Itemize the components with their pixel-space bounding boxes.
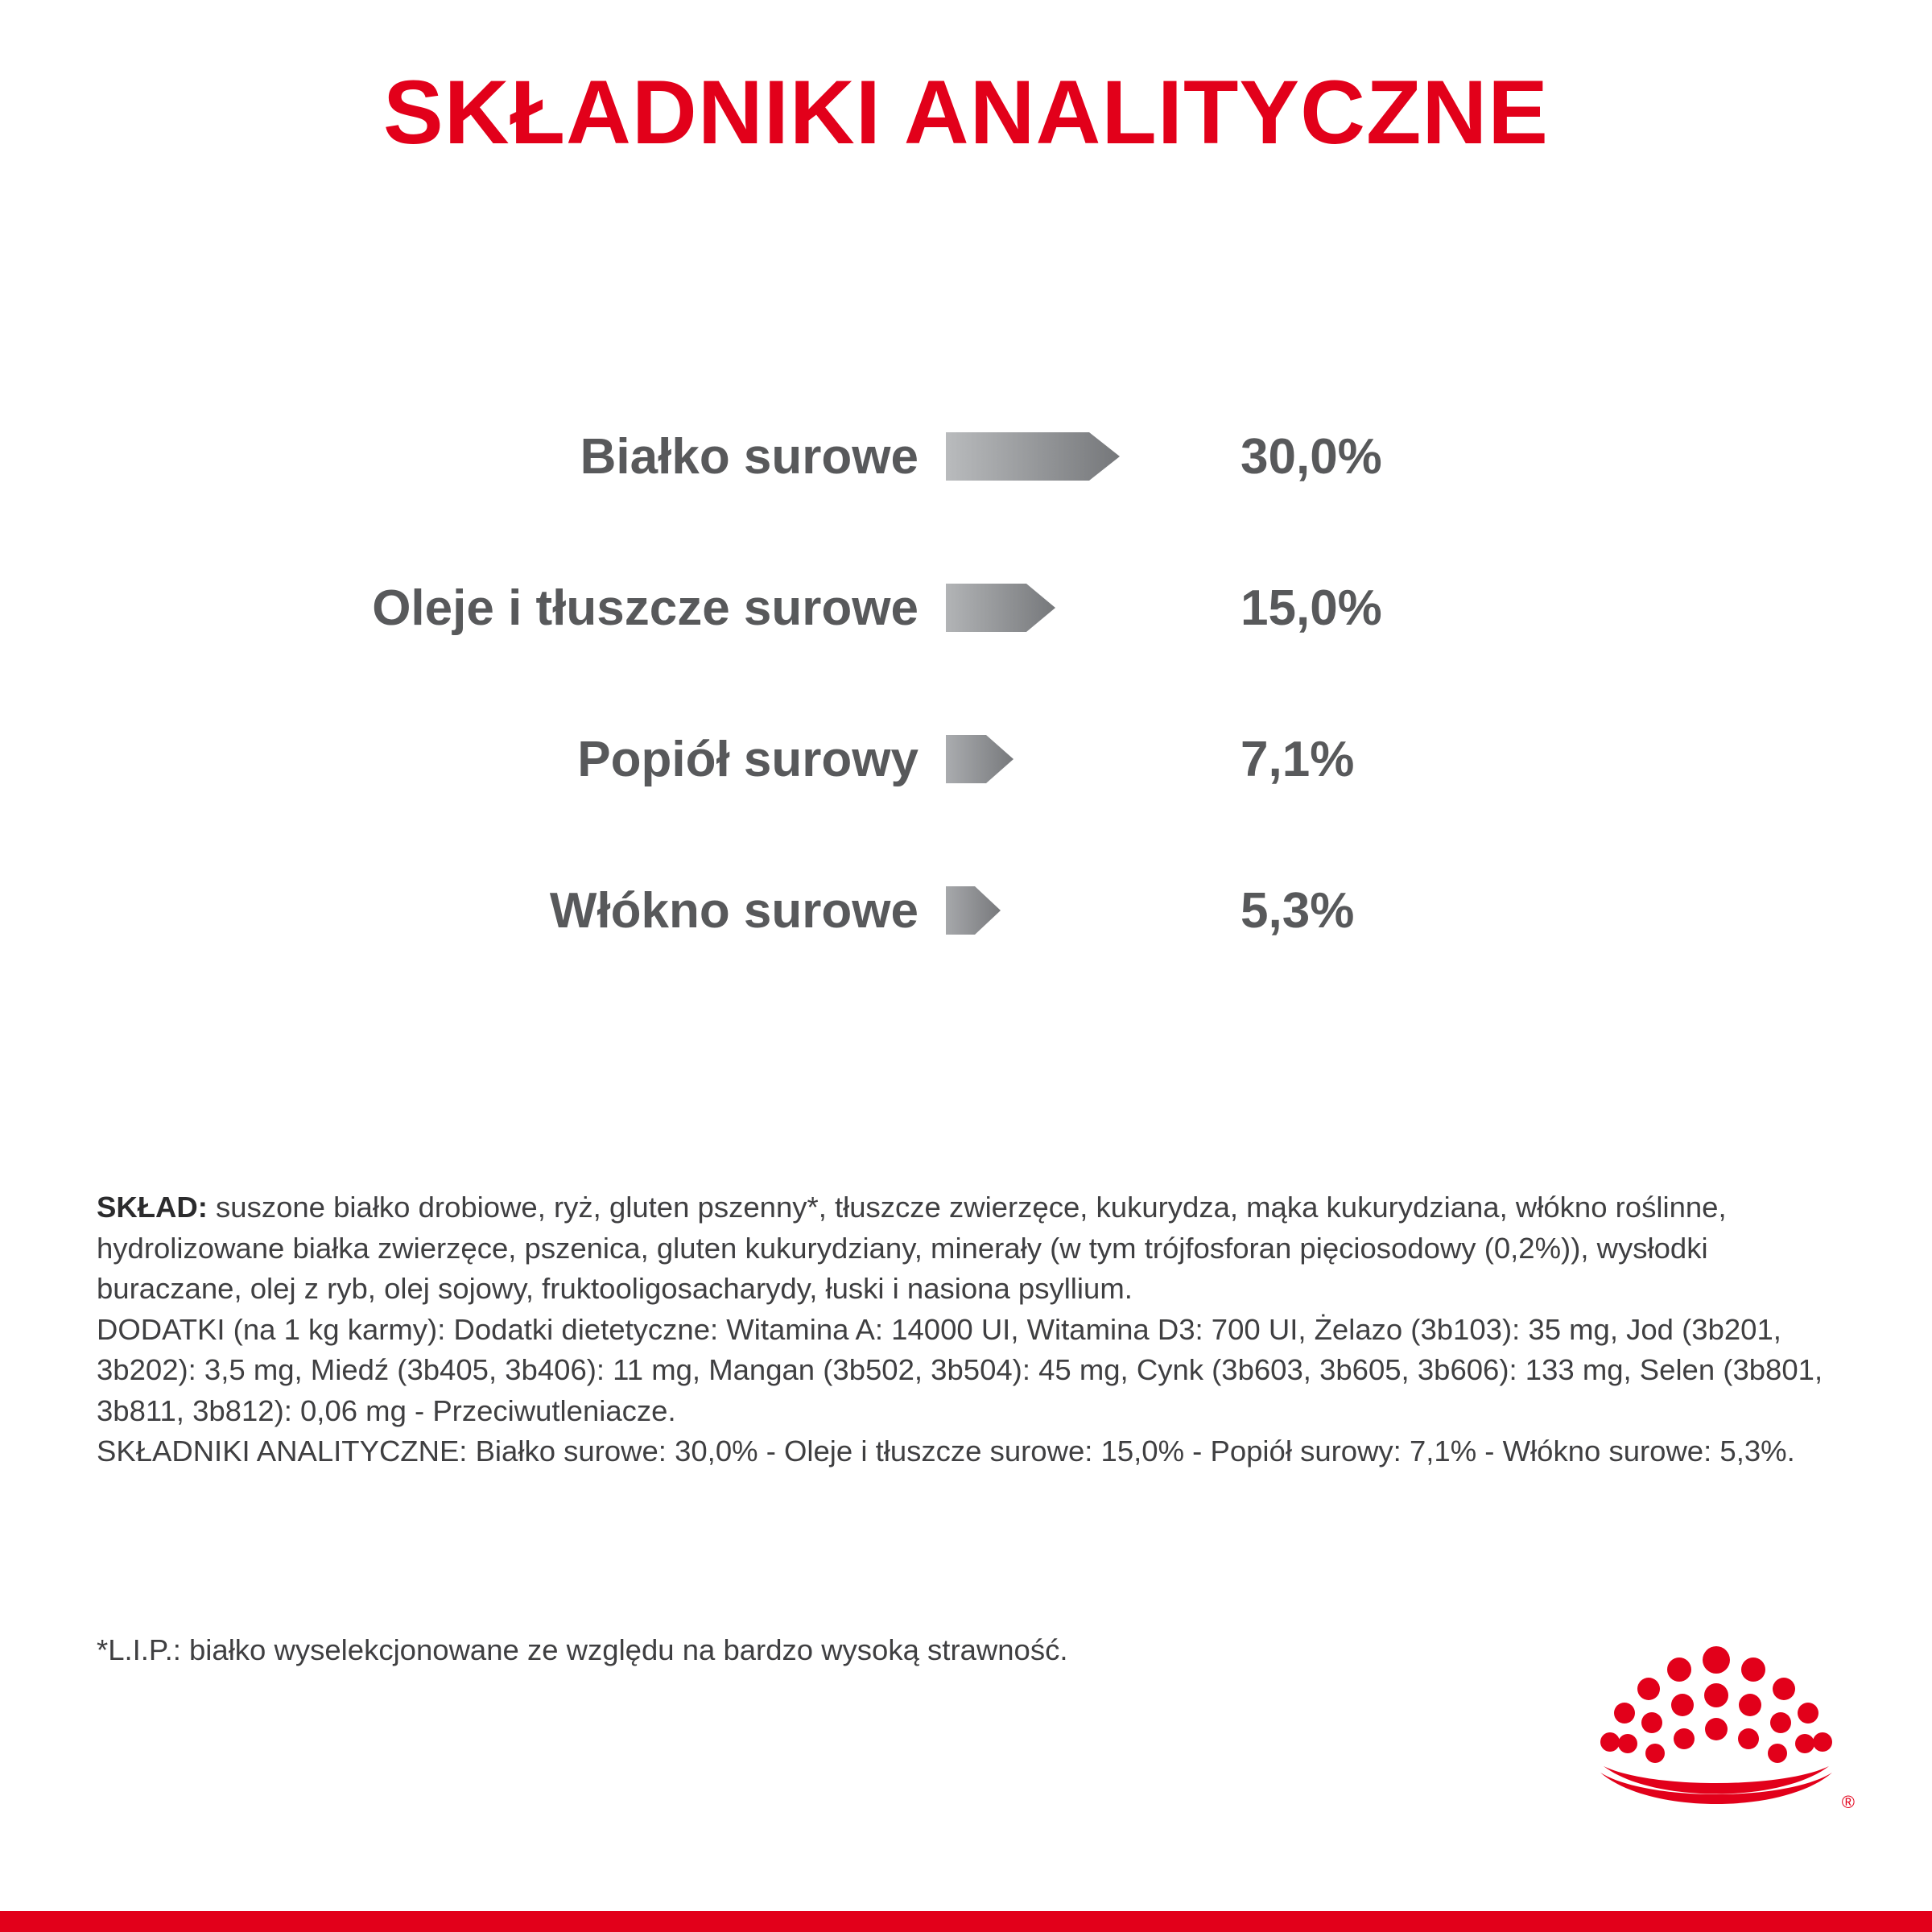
nutrient-label-fibre: Włókno surowe	[549, 882, 919, 939]
composition-footnote: *L.I.P.: białko wyselekcjonowane ze względu na bardzo wysoką strawność.	[97, 1633, 1068, 1666]
nutrient-row	[0, 835, 1932, 986]
bar-container-protein	[946, 427, 1220, 485]
composition-lead-label: SKŁAD:	[97, 1191, 208, 1224]
bar-fibre	[946, 881, 1001, 939]
composition-block	[97, 1187, 1835, 1472]
nutrient-row	[0, 381, 1932, 532]
bar-ash	[946, 730, 1013, 788]
bar-container-fibre	[946, 881, 1220, 939]
registered-trademark-mark: ®	[1841, 1792, 1855, 1812]
composition-ingredients-paragraph	[97, 1187, 1835, 1310]
nutrient-value-protein: 30,0%	[1241, 428, 1382, 485]
composition-ingredients-text: suszone białko drobiowe, ryż, gluten pszenny*, tłuszcze zwierzęce, kukurydza, mąka kukurydziana, włókno roślinne, hydrolizowane białka zwierzęce, pszenica, gluten kukurydziany, minerały (w tym trójfosforan pięciosodowy (0,2%)), wysłodki buraczane, olej z ryb, olej sojowy, fruktooligosacharydy, łuski i nasiona psyllium.	[97, 1191, 1727, 1306]
nutrient-label-fat: Oleje i tłuszcze surowe	[372, 580, 919, 636]
bar-container-fat	[946, 579, 1220, 637]
bottom-accent-bar	[0, 1911, 1932, 1932]
nutrient-label-ash: Popiół surowy	[577, 731, 919, 787]
nutrient-row	[0, 532, 1932, 683]
nutrient-value-fibre: 5,3%	[1241, 882, 1355, 939]
bar-container-ash	[946, 730, 1220, 788]
nutrient-chart	[0, 381, 1932, 986]
page-title: SKŁADNIKI ANALITYCZNE	[383, 62, 1549, 163]
royal-canin-crown-logo	[1596, 1645, 1855, 1814]
nutrient-value-fat: 15,0%	[1241, 580, 1382, 636]
nutrient-label-protein: Białko surowe	[580, 428, 919, 485]
nutrient-value-ash: 7,1%	[1241, 731, 1355, 787]
bar-protein	[946, 427, 1120, 485]
composition-analytical-text: SKŁADNIKI ANALITYCZNE: Białko surowe: 30,0% - Oleje i tłuszcze surowe: 15,0% - Popiół surowy: 7,1% - Włókno surowe: 5,3%.	[97, 1435, 1795, 1468]
bar-fat	[946, 579, 1055, 637]
nutrient-row	[0, 683, 1932, 835]
composition-additives-text: DODATKI (na 1 kg karmy): Dodatki dietetyczne: Witamina A: 14000 UI, Witamina D3: 700 UI, Żelazo (3b103): 35 mg, Jod (3b201, 3b202): 3,5 mg, Miedź (3b405, 3b406): 11 mg, Mangan (3b502, 3b504): 45 mg, Cynk (3b603, 3b605, 3b606): 133 mg, Selen (3b801, 3b811, 3b812): 0,06 mg - Przeciwutleniacze.	[97, 1312, 1823, 1427]
